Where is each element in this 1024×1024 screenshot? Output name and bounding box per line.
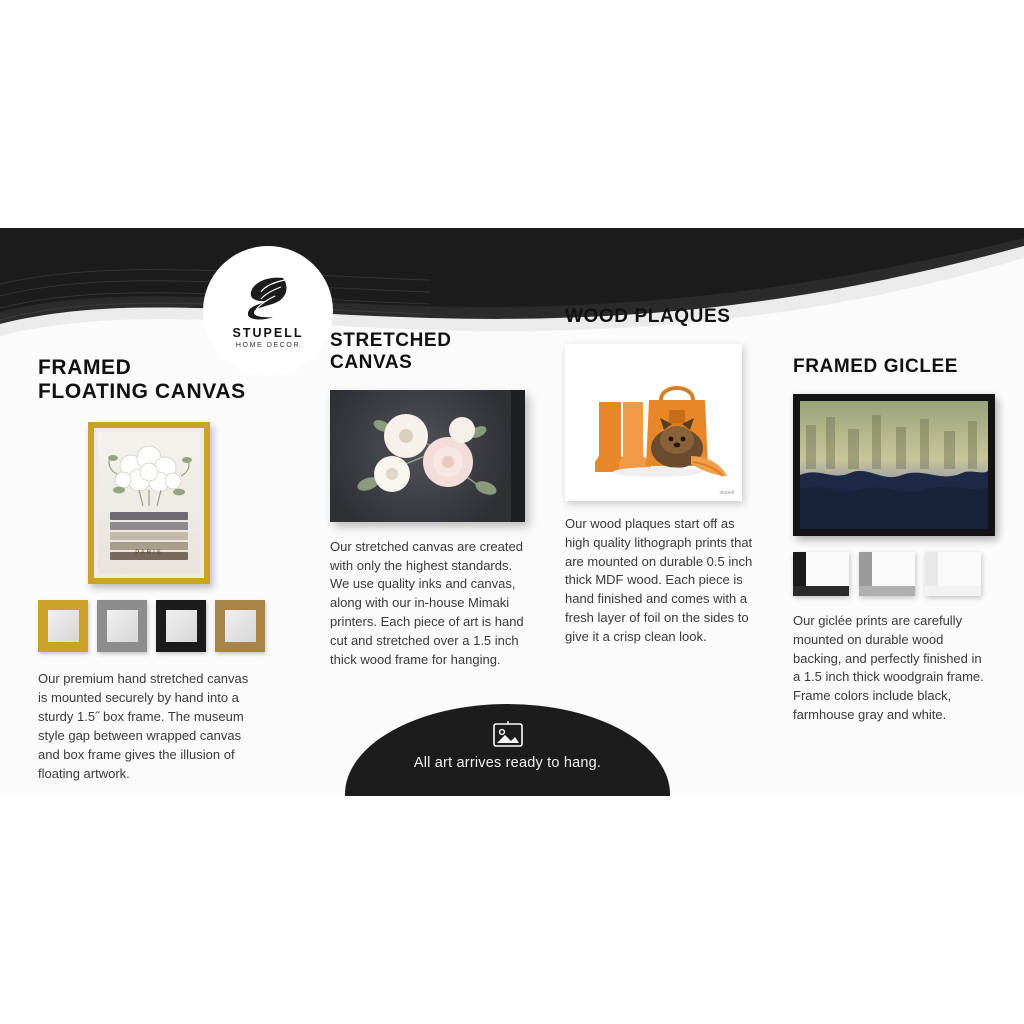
giclee-frame-options — [793, 552, 993, 596]
brand-logo-badge — [203, 246, 333, 376]
book — [110, 522, 188, 530]
frame-bottom-edge — [793, 586, 849, 596]
swatch-face — [166, 610, 197, 642]
title-line-1: FRAMED — [38, 356, 132, 379]
wood-plaques-title: WOOD PLAQUES — [565, 306, 731, 327]
book — [110, 542, 188, 550]
artwork-signature: stupell — [719, 489, 734, 496]
artwork-label: PARIS — [135, 550, 163, 557]
book — [110, 512, 188, 520]
frame-color-swatches — [38, 600, 308, 652]
brand-subtitle: HOME DECOR — [235, 341, 301, 349]
framed-giclee-artwork — [793, 394, 995, 536]
section-framed-giclee — [793, 356, 993, 725]
stretched-canvas-description: Our stretched canvas are created with only the highest standards. We use quality inks and canvas, along with our in-house Mimaki printers. Each piece of art is hand cut and stretched over a 1.5 inch thick wood frame for hanging. — [330, 538, 524, 667]
framed-giclee-description: Our giclée prints are carefully mounted on durable wood backing, and perfectly finished in a 1.5 inch thick woodgrain frame. Frame colors include black, farmhouse gray and white. — [793, 612, 984, 723]
section-stretched-canvas — [330, 330, 540, 670]
title-line-1: STRETCHED — [330, 330, 452, 351]
black-frame-option[interactable] — [793, 552, 849, 596]
abstract-landscape-art — [800, 401, 988, 529]
gray-frame-option[interactable] — [859, 552, 915, 596]
stretched-canvas-title — [330, 330, 540, 374]
framed-floating-canvas-description: Our premium hand stretched canvas is mounted securely by hand into a sturdy 1.5˝ box frame. The museum style gap between wrapped canvas and box frame gives the illusion of floating artwork. — [38, 671, 249, 781]
stretched-canvas-artwork — [330, 390, 525, 522]
floral-canvas-art — [330, 390, 525, 522]
dog-handbag-boots-art — [565, 344, 742, 501]
swan-logo-icon — [239, 274, 297, 322]
section-framed-floating-canvas — [38, 356, 308, 783]
framed-picture-icon — [345, 720, 670, 750]
wood-plaques-description: Our wood plaques start off as high quality lithograph prints that are mounted on durable 0.5 inch thick MDF wood. Each piece is hand finished and comes with a fresh layer of foil on the sides to give it a crisp clean look. — [565, 515, 753, 644]
infographic-band — [0, 228, 1024, 796]
gold-frame-swatch[interactable] — [38, 600, 88, 652]
wood-plaque-artwork — [565, 344, 742, 501]
frame-bottom-edge — [859, 586, 915, 596]
bronze-frame-swatch[interactable] — [215, 600, 265, 652]
brand-name: STUPELL — [232, 325, 304, 340]
section-wood-plaques — [565, 306, 765, 647]
swatch-face — [225, 610, 256, 642]
ready-to-hang-text: All art arrives ready to hang. — [413, 755, 602, 771]
frame-bottom-edge — [925, 586, 981, 596]
canvas-side-edge — [511, 390, 525, 522]
gold-box-frame — [88, 422, 210, 584]
title-line-2: CANVAS — [330, 351, 413, 373]
framed-floating-canvas-artwork — [88, 422, 308, 584]
swatch-face — [48, 610, 79, 642]
book — [110, 532, 188, 540]
canvas-inner — [98, 432, 200, 574]
gray-frame-swatch[interactable] — [97, 600, 147, 652]
white-frame-option[interactable] — [925, 552, 981, 596]
black-frame-swatch[interactable] — [156, 600, 206, 652]
framed-giclee-title: FRAMED GICLEE — [793, 356, 959, 377]
swatch-face — [107, 610, 138, 642]
title-line-2: FLOATING CANVAS — [38, 380, 246, 404]
